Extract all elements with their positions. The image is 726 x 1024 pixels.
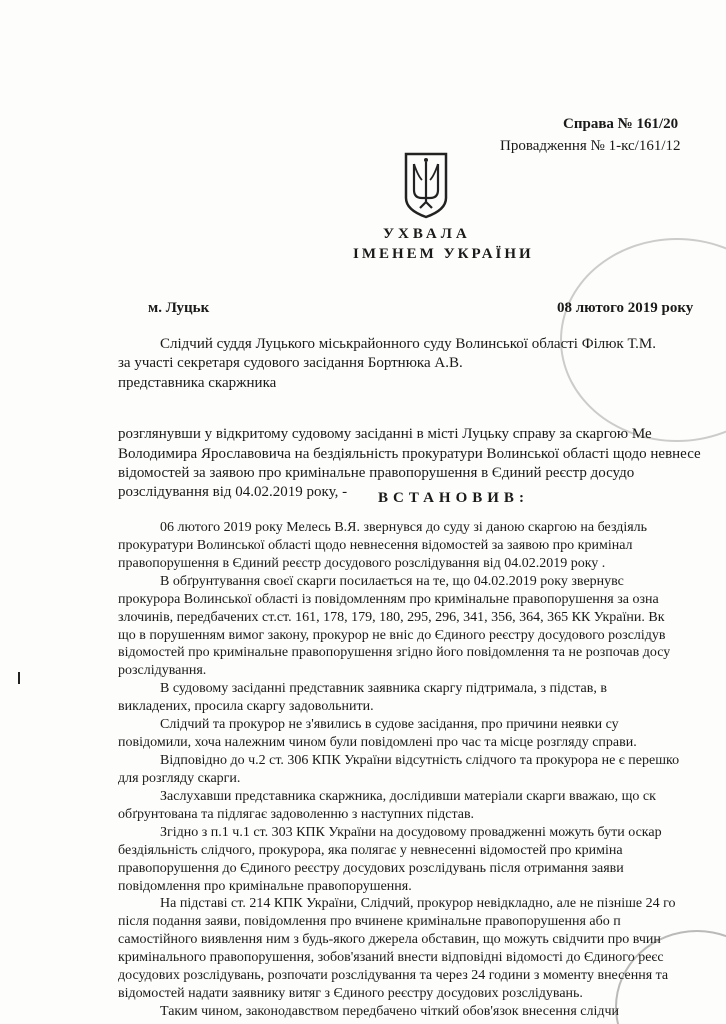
body-line: для розгляду скарги.	[118, 770, 241, 786]
body-line: повідомлення про кримінальне правопорушення.	[118, 878, 412, 894]
body-line: відомостей надати заявнику витяг з Єдиного реєстру досудових розслідувань.	[118, 986, 583, 1002]
body-line: правопорушення в Єдиний реєстр досудового розслідування від 04.02.2019 року .	[118, 555, 606, 571]
established-heading: ВСТАНОВИВ:	[378, 490, 529, 506]
case-number: Справа № 161/20	[563, 116, 679, 132]
body-line: Слідчий та прокурор не з'явились в судове засідання, про причини неявки су	[160, 717, 619, 733]
body-line: викладених, просила скаргу задовольнити.	[118, 699, 374, 715]
body-line: Заслухавши представника скаржника, дослідивши матеріали скарги вважаю, що ск	[160, 788, 656, 804]
considered-line: Володимира Ярославовича на бездіяльність прокуратури Волинської області щодо невнесе	[118, 446, 701, 462]
body-line: самостійного виявлення ним з будь-якого джерела обставин, що можуть свідчити про вчин	[118, 932, 661, 948]
body-line: прокуратури Волинської області щодо невнесення відомостей за заявою про кримінал	[118, 537, 633, 553]
intro-line: представника скаржника	[118, 375, 277, 391]
body-line: повідомили, хоча належним чином були повідомлені про час та місце розгляду справи.	[118, 735, 637, 751]
body-line: 06 лютого 2019 року Мелесь В.Я. звернувся до суду зі даною скаргою на бездіяль	[160, 520, 648, 535]
document-subtitle: ІМЕНЕМ УКРАЇНИ	[353, 246, 534, 262]
body-line: Відповідно до ч.2 ст. 306 КПК України відсутність слідчого та прокурора не є перешко	[160, 753, 680, 769]
considered-line: розслідування від 04.02.2019 року, -	[118, 484, 348, 500]
decision-date: 08 лютого 2019 року	[557, 300, 694, 316]
city: м. Луцьк	[148, 300, 210, 316]
body-line: обґрунтована та підлягає задоволенню з наступних підстав.	[118, 806, 475, 822]
body-line: злочинів, передбачених ст.ст. 161, 178, 179, 180, 295, 296, 341, 356, 364, 365 КК України. Вк	[118, 609, 665, 625]
trident-icon	[402, 150, 450, 220]
body-line: кримінального правопорушення, зобов'язаний внести відповідні відомості до Єдиного реєс	[118, 950, 664, 966]
margin-mark	[18, 672, 20, 684]
body-line: На підставі ст. 214 КПК України, Слідчий, прокурор невідкладно, але не пізніше 24 го	[160, 896, 676, 912]
considered-line: відомостей за заявою про кримінальне правопорушення в Єдиний реєстр досудо	[118, 465, 635, 481]
document-title: УХВАЛА	[383, 226, 471, 242]
body-line: В обґрунтування своєї скарги посилається на те, що 04.02.2019 року звернувс	[160, 573, 624, 589]
proceeding-number: Провадження № 1-кс/161/12	[500, 138, 681, 154]
body-line: що в порушенням вимог закону, прокурор не вніс до Єдиного реєстру досудового розслідув	[118, 627, 666, 643]
body-line: правопорушення до Єдиного реєстру досудових розслідувань після отримання заяви	[118, 860, 624, 876]
body-line: В судовому засіданні представник заявника скаргу підтримала, з підстав, в	[160, 681, 607, 697]
body-line: досудових розслідувань, розпочати розслідування та через 24 години з моменту внесення та	[118, 968, 669, 984]
body-line: Таким чином, законодавством передбачено чіткий обов'язок внесення слідчи	[160, 1004, 620, 1019]
body-line: прокурора Волинської області із повідомленням про кримінальне правопорушення за озна	[118, 591, 659, 607]
intro-line: за участі секретаря судового засідання Бортнюка А.В.	[118, 355, 463, 371]
body-line: після подання заяви, повідомлення про вчинене кримінальне правопорушення або п	[118, 914, 621, 930]
intro-line: Слідчий суддя Луцького міськрайонного суду Волинської області Філюк Т.М.	[160, 336, 656, 352]
considered-line: розглянувши у відкритому судовому засіданні в місті Луцьку справу за скаргою Ме	[118, 426, 652, 442]
body-line: відомостей про кримінальне правопорушення згідно його повідомлення та не розпочав досу	[118, 645, 671, 661]
body-line: Згідно з п.1 ч.1 ст. 303 КПК України на досудовому провадженні можуть бути оскар	[160, 824, 662, 840]
body-line: бездіяльність слідчого, прокурора, яка полягає у невнесенні відомостей про криміна	[118, 842, 623, 858]
body-line: розслідування.	[118, 663, 207, 679]
